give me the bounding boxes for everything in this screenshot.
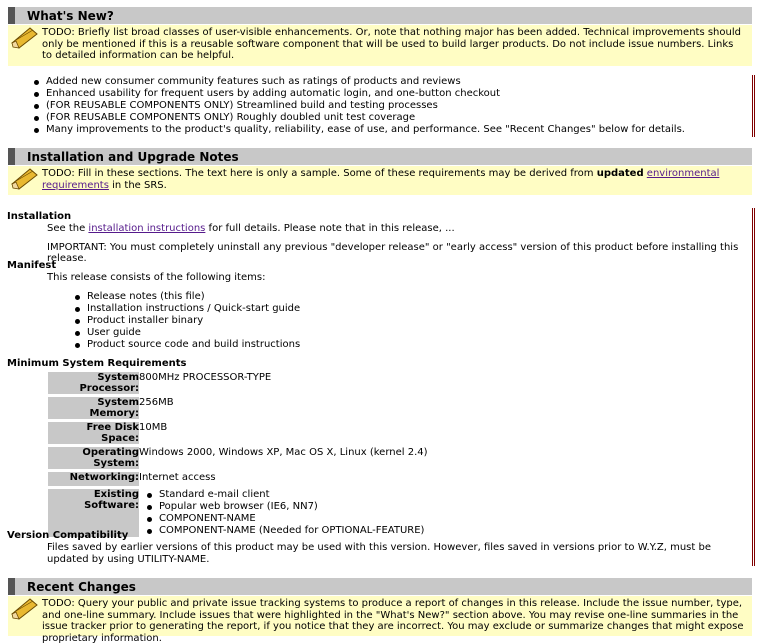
installation-heading: Installation bbox=[7, 211, 72, 222]
manifest-intro: This release consists of the following items: bbox=[47, 272, 266, 283]
todo-note bbox=[8, 596, 752, 644]
req-label: Operating System: bbox=[48, 447, 139, 469]
requirements-heading: Minimum System Requirements bbox=[7, 358, 187, 369]
section-header-whats-new bbox=[8, 7, 752, 24]
manifest-list bbox=[75, 291, 675, 351]
requirements-table bbox=[48, 369, 428, 540]
todo-bold: updated bbox=[596, 168, 644, 179]
list-item: Standard e-mail client bbox=[147, 489, 428, 501]
whats-new-list bbox=[34, 76, 746, 136]
todo-text: TODO: Query your public and private issue tracking systems to produce a report of changes in this release. Include the issue number, type, and one-line summary. Include issues that were highlighted in the "What's New?" section above. You may revise one-line summaries in the issue tracker prior to generating the report, if you notice that they are incorrect. You may exclude or summarize changes that might expose proprietary information. bbox=[42, 598, 744, 644]
section-title: Recent Changes bbox=[27, 580, 136, 594]
req-label: Existing Software: bbox=[48, 489, 139, 537]
req-label: Networking: bbox=[48, 472, 139, 486]
todo-note bbox=[8, 166, 752, 195]
req-value: 10MB bbox=[139, 422, 168, 433]
list-item: (FOR REUSABLE COMPONENTS ONLY) Streamlined build and testing processes bbox=[34, 100, 746, 112]
todo-text: TODO: Briefly list broad classes of user-visible enhancements. Or, note that nothing major has been added. Technical improvements should only be mentioned if this is a reusable software component that will be used to build larger products. Do not include issue numbers. Links to detailed information can be helpful. bbox=[42, 27, 741, 61]
req-value: Windows 2000, Windows XP, Mac OS X, Linux (kernel 2.4) bbox=[139, 447, 428, 458]
section-title: Installation and Upgrade Notes bbox=[27, 150, 239, 164]
req-label: System Memory: bbox=[48, 397, 139, 419]
list-item: Product source code and build instructions bbox=[75, 339, 675, 351]
req-value bbox=[139, 489, 428, 537]
environmental-requirements-link[interactable]: environmental requirements bbox=[42, 168, 720, 191]
table-row bbox=[48, 447, 428, 469]
compatibility-heading: Version Compatibility bbox=[7, 530, 129, 541]
list-item: Product installer binary bbox=[75, 315, 675, 327]
list-item: Installation instructions / Quick-start guide bbox=[75, 303, 675, 315]
list-item: Many improvements to the product's quality, reliability, ease of use, and performance. See "Recent Changes" below for details. bbox=[34, 124, 746, 136]
list-item: User guide bbox=[75, 327, 675, 339]
req-value: 800MHz PROCESSOR-TYPE bbox=[139, 372, 272, 383]
list-item: Added new consumer community features such as ratings of products and reviews bbox=[34, 76, 746, 88]
todo-text: TODO: Fill in these sections. The text here is only a sample. Some of these requirements may be derived from bbox=[42, 168, 597, 179]
table-row bbox=[48, 472, 428, 486]
compatibility-text: Files saved by earlier versions of this product may be used with this version. However, files saved in versions prior to W.Y.Z, must be updated by using UTILITY-NAME. bbox=[47, 542, 711, 565]
pencil-icon bbox=[10, 596, 40, 620]
manifest-heading: Manifest bbox=[7, 260, 57, 271]
table-row bbox=[48, 422, 428, 444]
list-item: (FOR REUSABLE COMPONENTS ONLY) Roughly doubled unit test coverage bbox=[34, 112, 746, 124]
section-title: What's New? bbox=[27, 9, 114, 23]
section-header-installation bbox=[8, 148, 752, 165]
list-item: Popular web browser (IE6, NN7) bbox=[147, 501, 428, 513]
req-label: Free Disk Space: bbox=[48, 422, 139, 444]
list-item: COMPONENT-NAME bbox=[147, 513, 428, 525]
list-item: Enhanced usability for frequent users by adding automatic login, and one-button checkout bbox=[34, 88, 746, 100]
installation-instructions-link[interactable]: installation instructions bbox=[88, 223, 206, 234]
margin-bar bbox=[752, 208, 755, 566]
important-note: IMPORTANT: You must completely uninstall any previous "developer release" or "early access" version of this product before installing this release. bbox=[47, 242, 739, 264]
todo-note bbox=[8, 25, 752, 66]
req-label: System Processor: bbox=[48, 372, 139, 394]
req-value: 256MB bbox=[139, 397, 174, 408]
installation-text: See the installation instructions for full details. Please note that in this release, ... bbox=[47, 223, 455, 234]
table-row bbox=[48, 372, 428, 394]
todo-text-end: in the SRS. bbox=[108, 179, 167, 191]
table-row bbox=[48, 397, 428, 419]
req-value: Internet access bbox=[139, 472, 216, 483]
software-list bbox=[147, 489, 428, 537]
section-header-recent-changes bbox=[8, 578, 752, 595]
list-item: Release notes (this file) bbox=[75, 291, 675, 303]
pencil-icon bbox=[10, 25, 40, 49]
margin-bar bbox=[752, 75, 755, 137]
list-item: COMPONENT-NAME (Needed for OPTIONAL-FEATURE) bbox=[147, 525, 428, 537]
pencil-icon bbox=[10, 166, 40, 190]
